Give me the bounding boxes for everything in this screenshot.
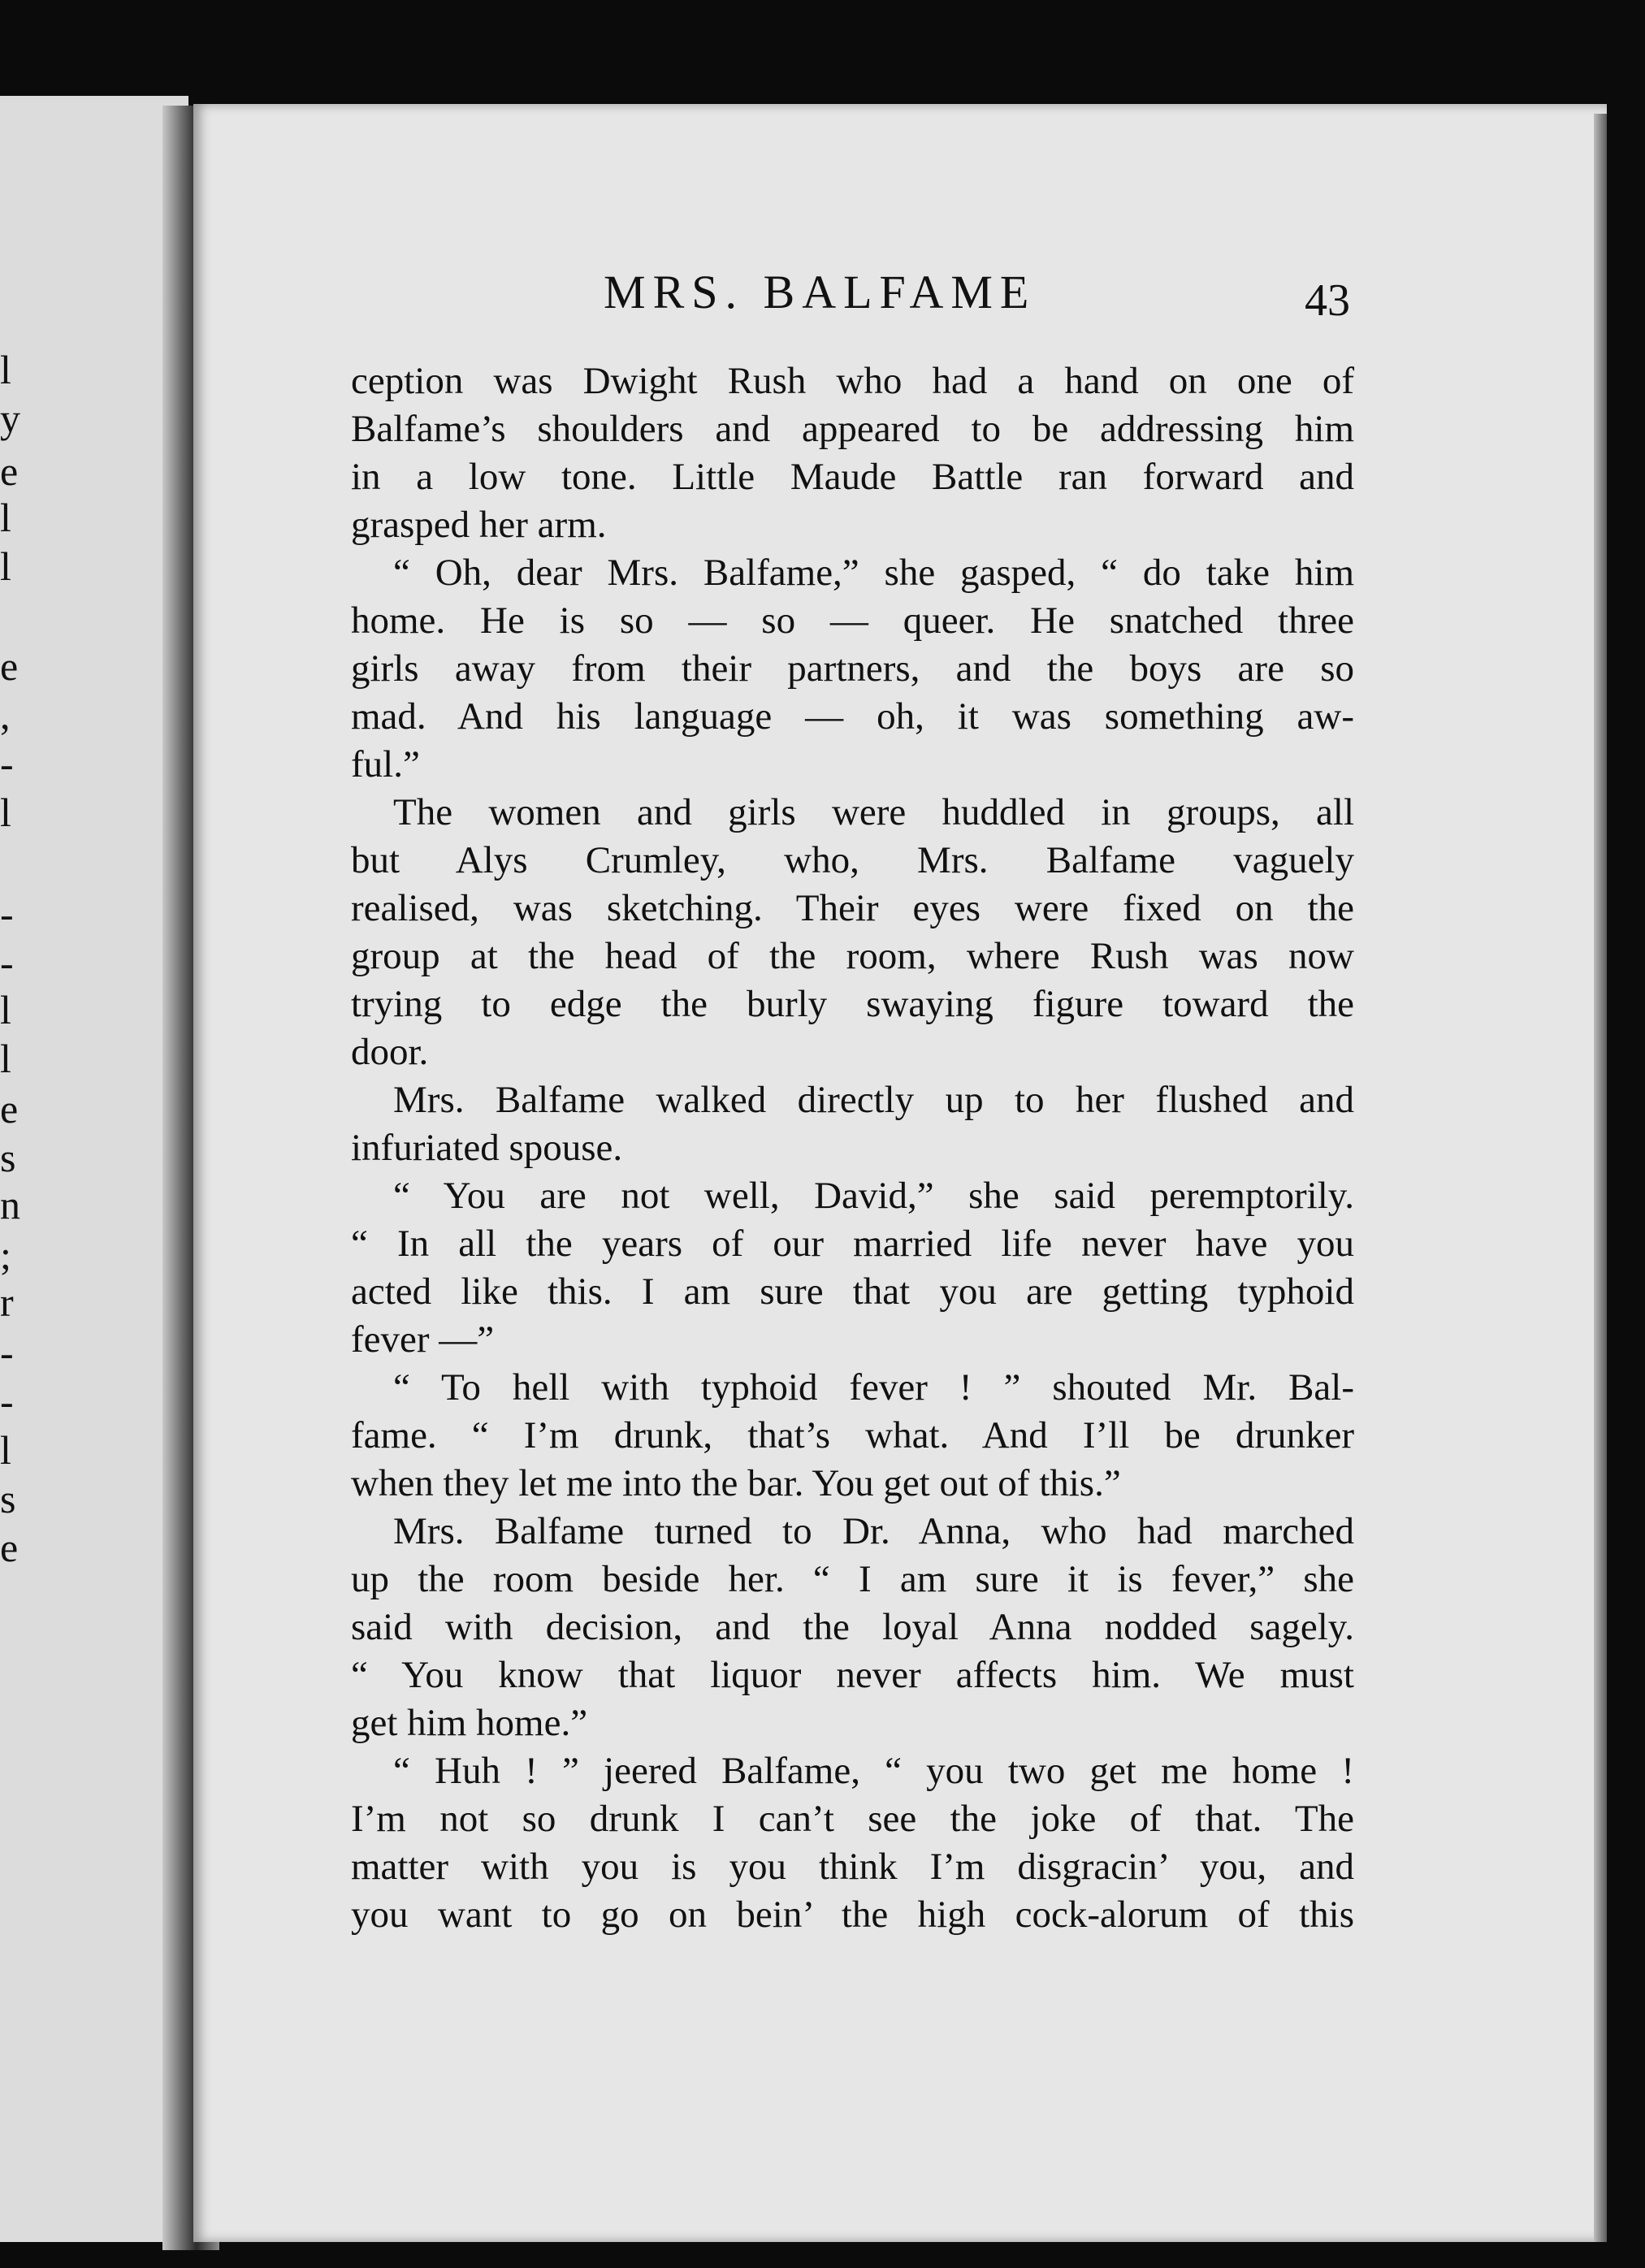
facing-page-fragment: - (0, 940, 14, 985)
facing-page-fragment: l (0, 987, 11, 1032)
page-edge (1594, 114, 1607, 2242)
text-line: Balfame’s shoulders and appeared to be addressing him (351, 408, 1354, 450)
text-line: grasped her arm. (351, 504, 607, 546)
text-line: ception was Dwight Rush who had a hand on one of (351, 360, 1354, 402)
facing-page (0, 96, 188, 2242)
text-line: infuriated spouse. (351, 1127, 623, 1169)
text-line: get him home.” (351, 1702, 588, 1744)
text-line: “ In all the years of our married life never have you (351, 1223, 1354, 1265)
text-line: Mrs. Balfame turned to Dr. Anna, who had marched (393, 1510, 1354, 1552)
text-line: realised, was sketching. Their eyes were fixed on the (351, 887, 1354, 929)
facing-page-fragment: ; (0, 1232, 11, 1278)
text-line: “ You are not well, David,” she said peremptorily. (393, 1175, 1354, 1217)
text-line: “ To hell with typhoid fever ! ” shouted Mr. Bal- (393, 1366, 1354, 1409)
text-line: ful.” (351, 743, 420, 786)
facing-page-fragment: - (0, 1330, 14, 1375)
facing-page-fragment: e (0, 643, 19, 689)
text-line: mad. And his language — oh, it was something aw- (351, 695, 1354, 738)
facing-page-fragment: - (0, 891, 14, 937)
facing-page-fragment: y (0, 396, 20, 441)
text-line: door. (351, 1031, 429, 1073)
facing-page-fragment: l (0, 1427, 11, 1473)
text-line: I’m not so drunk I can’t see the joke of that. The (351, 1798, 1354, 1840)
text-line: fame. “ I’m drunk, that’s what. And I’ll be drunker (351, 1414, 1354, 1456)
facing-page-fragment: l (0, 347, 11, 392)
body-text (351, 357, 1354, 1939)
text-line: “ Huh ! ” jeered Balfame, “ you two get me home ! (393, 1750, 1354, 1792)
text-line: “ Oh, dear Mrs. Balfame,” she gasped, “ do take him (393, 552, 1354, 594)
facing-page-fragment: s (0, 1135, 16, 1180)
text-line: Mrs. Balfame walked directly up to her flushed and (393, 1079, 1354, 1121)
facing-page-fragment: e (0, 1525, 19, 1570)
facing-page-fragment: l (0, 495, 11, 540)
facing-page-fragment: n (0, 1182, 20, 1227)
text-line: acted like this. I am sure that you are getting typhoid (351, 1270, 1354, 1313)
text-line: you want to go on bein’ the high cock-alorum of this (351, 1894, 1354, 1936)
text-line: up the room beside her. “ I am sure it is fever,” she (351, 1558, 1354, 1600)
text-line: said with decision, and the loyal Anna nodded sagely. (351, 1606, 1354, 1648)
text-line: home. He is so — so — queer. He snatched three (351, 599, 1354, 642)
text-line: matter with you is you think I’m disgracin’ you, and (351, 1846, 1354, 1888)
facing-page-fragment: e (0, 1086, 19, 1132)
facing-page-fragment: l (0, 790, 11, 835)
facing-page-fragment: l (0, 543, 11, 589)
facing-page-fragment: , (0, 692, 11, 738)
text-line: group at the head of the room, where Rush was now (351, 935, 1354, 977)
text-line: “ You know that liquor never affects him. We must (351, 1654, 1354, 1696)
facing-page-fragment: - (0, 741, 14, 786)
facing-page-fragment: r (0, 1279, 14, 1325)
facing-page-fragment: s (0, 1476, 16, 1521)
text-line: but Alys Crumley, who, Mrs. Balfame vaguely (351, 839, 1354, 881)
facing-page-fragment: l (0, 1036, 11, 1081)
text-line: in a low tone. Little Maude Battle ran forward and (351, 456, 1354, 498)
text-line: girls away from their partners, and the boys are so (351, 647, 1354, 690)
text-line: when they let me into the bar. You get out of this.” (351, 1462, 1121, 1504)
facing-page-fragment: - (0, 1379, 14, 1424)
text-line: trying to edge the burly swaying figure toward the (351, 983, 1354, 1025)
facing-page-fragment: e (0, 448, 19, 494)
page-number: 43 (1305, 275, 1350, 326)
running-title: MRS. BALFAME (604, 266, 1037, 318)
text-line: The women and girls were huddled in groups, all (393, 791, 1354, 833)
text-line: fever —” (351, 1318, 495, 1361)
